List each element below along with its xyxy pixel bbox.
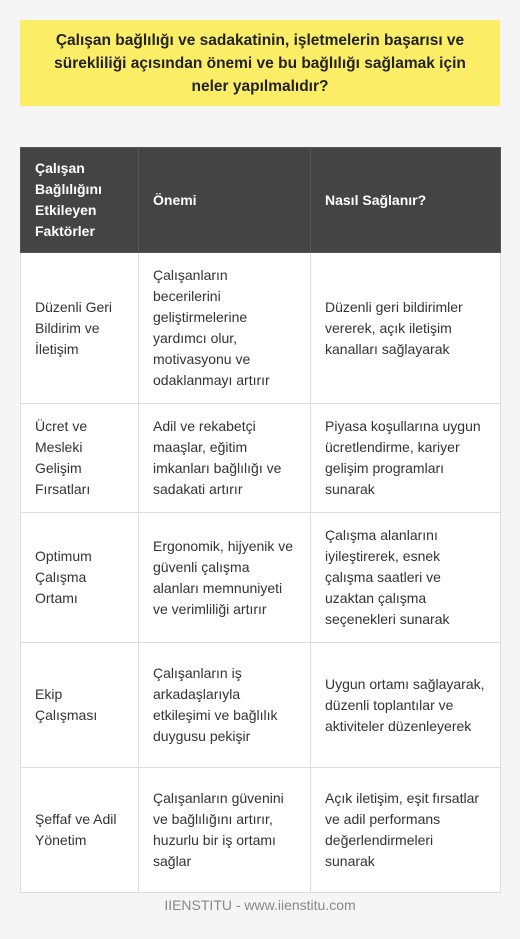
cell-how: Açık iletişim, eşit fırsatlar ve adil performans değerlendirmeleri sunarak xyxy=(311,768,501,893)
table-row xyxy=(21,404,501,513)
header-how: Nasıl Sağlanır? xyxy=(311,148,501,253)
cell-how: Düzenli geri bildirimler vererek, açık iletişim kanalları sağlayarak xyxy=(311,253,501,404)
table-row xyxy=(21,643,501,768)
table-row xyxy=(21,513,501,643)
cell-factor: Optimum Çalışma Ortamı xyxy=(21,513,139,643)
header-factors: Çalışan Bağlılığını Etkileyen Faktörler xyxy=(21,148,139,253)
table-row xyxy=(21,768,501,893)
cell-how: Uygun ortamı sağlayarak, düzenli toplantılar ve aktiviteler düzenleyerek xyxy=(311,643,501,768)
factors-table xyxy=(20,147,501,893)
page-title: Çalışan bağlılığı ve sadakatinin, işletmelerin başarısı ve sürekliliği açısından önemi ve bu bağlılığı sağlamak için neler yapılmalıdır? xyxy=(54,31,466,95)
cell-importance: Çalışanların becerilerini geliştirmelerine yardımcı olur, motivasyonu ve odaklanmayı artırır xyxy=(139,253,311,404)
cell-importance: Çalışanların güvenini ve bağlılığını artırır, huzurlu bir iş ortamı sağlar xyxy=(139,768,311,893)
cell-how: Çalışma alanlarını iyileştirerek, esnek çalışma saatleri ve uzaktan çalışma seçenekleri sunarak xyxy=(311,513,501,643)
table-header-row xyxy=(21,148,501,253)
footer-credit: IIENSTITU - www.iienstitu.com xyxy=(164,897,356,913)
cell-importance: Çalışanların iş arkadaşlarıyla etkileşimi ve bağlılık duygusu pekişir xyxy=(139,643,311,768)
cell-importance: Adil ve rekabetçi maaşlar, eğitim imkanları bağlılığı ve sadakati artırır xyxy=(139,404,311,513)
table-row xyxy=(21,253,501,404)
title-banner xyxy=(20,20,500,106)
cell-importance: Ergonomik, hijyenik ve güvenli çalışma alanları memnuniyeti ve verimliliği artırır xyxy=(139,513,311,643)
cell-factor: Şeffaf ve Adil Yönetim xyxy=(21,768,139,893)
cell-factor: Ücret ve Mesleki Gelişim Fırsatları xyxy=(21,404,139,513)
header-importance: Önemi xyxy=(139,148,311,253)
cell-how: Piyasa koşullarına uygun ücretlendirme, kariyer gelişim programları sunarak xyxy=(311,404,501,513)
cell-factor: Düzenli Geri Bildirim ve İletişim xyxy=(21,253,139,404)
cell-factor: Ekip Çalışması xyxy=(21,643,139,768)
